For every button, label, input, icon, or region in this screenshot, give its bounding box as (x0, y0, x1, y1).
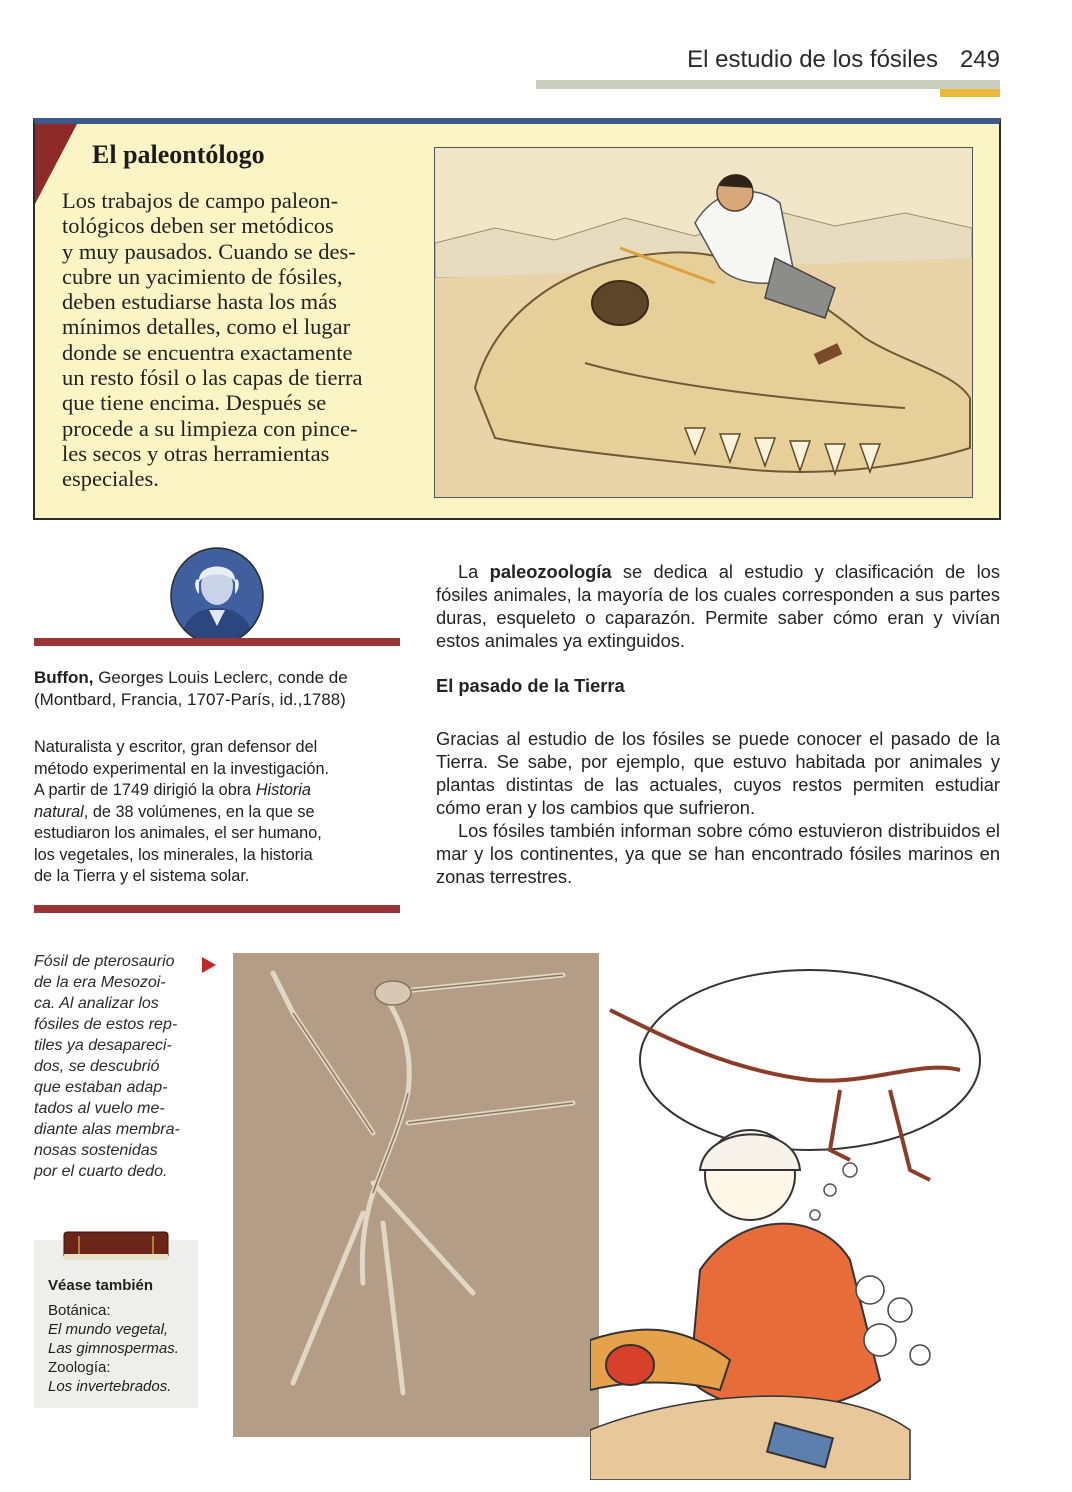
caption-line: de la era Mesozoi- (34, 974, 166, 991)
caption-line: tiles ya desapareci- (34, 1037, 172, 1054)
caption-line: que estaban adap- (34, 1079, 168, 1096)
bio-name-rest: Georges Louis Leclerc, conde de (93, 668, 348, 687)
bio-rule-top (34, 638, 400, 646)
feature-line: que tiene encima. Después se (62, 390, 327, 416)
see-also-link[interactable]: Las gimnospermas. (48, 1340, 179, 1357)
caption-line: por el cuarto dedo. (34, 1163, 168, 1180)
feature-line: y muy pausados. Cuando se des- (62, 238, 356, 264)
feature-line: mínimos detalles, como el lugar (62, 314, 351, 340)
caption-line: dos, se descubrió (34, 1058, 160, 1075)
header-accent-bar (940, 89, 1000, 97)
see-also-title: Véase también (48, 1277, 154, 1294)
bio-line: Naturalista y escritor, gran defensor del (34, 738, 318, 756)
feature-line: les secos y otras herramientas (62, 440, 330, 466)
bio-header (34, 667, 404, 711)
header-rule (536, 80, 1000, 89)
feature-title: El paleontólogo (92, 140, 265, 169)
bio-text (34, 737, 404, 888)
see-also-category: Zoología: (48, 1359, 111, 1376)
section-title: El estudio de los fósiles (687, 46, 938, 73)
term-paleozoologia: paleozoología (489, 561, 612, 582)
running-head (560, 46, 1000, 74)
see-also-list (48, 1301, 198, 1396)
book-icon (34, 1228, 198, 1264)
bio-dates: (Montbard, Francia, 1707-París, id.,1788) (34, 690, 346, 709)
bio-line: estudiaron los animales, el ser humano, (34, 824, 322, 842)
p1-lead: La (458, 561, 490, 582)
bio-line: A partir de 1749 dirigió la obra (34, 781, 256, 799)
see-also-link[interactable]: Los invertebrados. (48, 1378, 172, 1395)
bio-line: los vegetales, los minerales, la historia (34, 845, 313, 864)
fossil-caption (34, 951, 202, 1182)
feature-line: procede a su limpieza con pince- (62, 415, 358, 441)
caption-line: tados al vuelo me- (34, 1100, 165, 1117)
feature-text (62, 188, 402, 492)
paragraph-paleozoologia (436, 560, 1000, 652)
bio-rule-bottom (34, 905, 400, 913)
caption-line: nosas sostenidas (34, 1142, 158, 1159)
cartoon-paleontologist (590, 960, 990, 1480)
bio-name: Buffon, (34, 668, 94, 687)
p1-rest: se dedica al estudio y clasificación de los fósiles animales, la mayoría de los cuales corresponden a sus partes duras, esqueleto o caparazón. Permite saber cómo eran y vivían estos animales ya extinguidos. (436, 561, 1000, 651)
pterosaur-fossil-photo (233, 953, 599, 1437)
see-also-link[interactable]: El mundo vegetal, (48, 1321, 169, 1338)
feature-line: donde se encuentra exactamente (62, 339, 353, 365)
bio-work-title: natural (34, 802, 84, 821)
paragraph-distribucion: Los fósiles también informan sobre cómo estuvieron distribuidos el mar y los continentes, ya que se han encontrado fósiles marinos en zonas terrestres. (436, 820, 1000, 887)
main-text (436, 560, 1000, 888)
feature-line: tológicos deben ser metódicos (62, 213, 334, 239)
caption-line: Fósil de pterosaurio (34, 953, 175, 970)
section-heading: El pasado de la Tierra (436, 675, 625, 696)
bio-line: método experimental en la investigación. (34, 759, 330, 778)
see-also-category: Botánica: (48, 1302, 111, 1319)
paleontologist-illustration (434, 147, 973, 498)
page-number: 249 (959, 46, 1000, 73)
caption-arrow-icon (202, 957, 216, 973)
bio-work-title: Historia (255, 781, 311, 799)
feature-line: Los trabajos de campo paleon- (62, 188, 339, 213)
feature-line: especiales. (62, 466, 159, 492)
bio-line: de la Tierra y el sistema solar. (34, 867, 250, 885)
caption-line: ca. Al analizar los (34, 995, 159, 1012)
caption-line: diante alas membra- (34, 1121, 180, 1138)
feature-line: cubre un yacimiento de fósiles, (62, 263, 343, 289)
bio-line: , de 38 volúmenes, en la que se (83, 802, 315, 821)
caption-line: fósiles de estos rep- (34, 1016, 178, 1033)
feature-line: deben estudiarse hasta los más (62, 289, 337, 315)
paragraph-pasado: Gracias al estudio de los fósiles se puede conocer el pasado de la Tierra. Se sabe, por ejemplo, que estuvo habitada por animales y plantas distintas de las actuales, cuyos restos permiten estudiar cómo eran y los cambios que sufrieron. (436, 728, 1000, 818)
buffon-portrait (169, 546, 265, 646)
feature-line: un resto fósil o las capas de tierra (62, 365, 363, 391)
